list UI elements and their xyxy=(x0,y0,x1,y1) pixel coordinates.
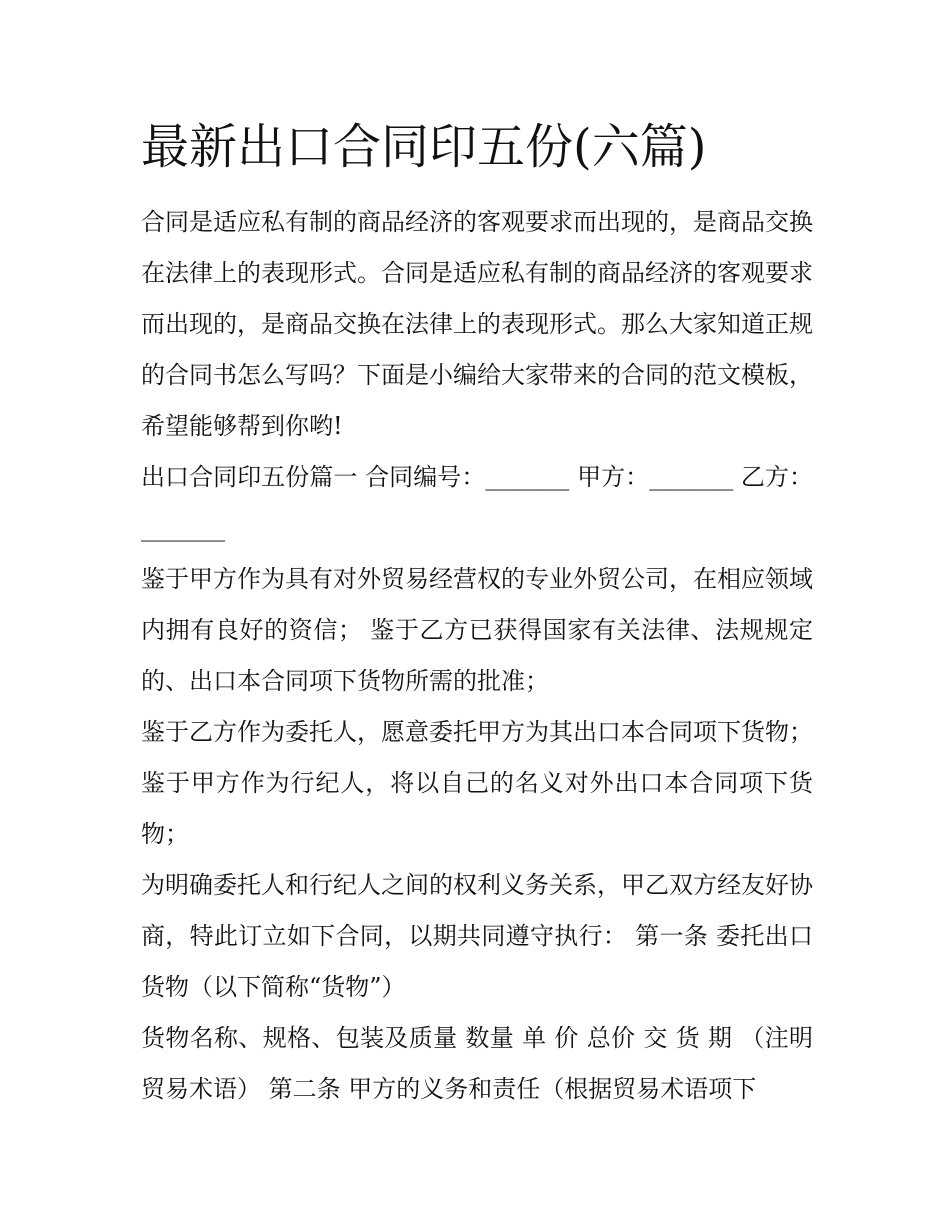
intro-paragraph: 合同是适应私有制的商品经济的客观要求而出现的，是商品交换在法律上的表现形式。合同是适应私有制的商品经济的客观要求而出现的，是商品交换在法律上的表现形式。那么大家知道正规的合同书怎么写吗？下面是小编给大家带来的合同的范文模板，希望能够帮到你哟! xyxy=(141,208,813,440)
goods-paragraph: 货物名称、规格、包装及质量 数量 单 价 总价 交 货 期 （注明贸易术语） 第二条 甲方的义务和责任（根据贸易术语项下 xyxy=(141,1024,813,1103)
document-title: 最新出口合同印五份(六篇) xyxy=(141,119,707,175)
recital-party-a-paragraph: 鉴于甲方作为具有对外贸易经营权的专业外贸公司，在相应领域内拥有良好的资信； 鉴于乙方已获得国家有关法律、法规规定的、出口本合同项下货物所需的批准； xyxy=(141,565,813,695)
purpose-paragraph: 为明确委托人和行纪人之间的权利义务关系，甲乙双方经友好协商，特此订立如下合同，以期共同遵守执行： 第一条 委托出口货物（以下简称“货物”） xyxy=(141,871,813,1001)
recital-party-b-paragraph: 鉴于乙方作为委托人，愿意委托甲方为其出口本合同项下货物； 鉴于甲方作为行纪人，将以自己的名义对外出口本合同项下货物； xyxy=(141,718,813,848)
contract-header-paragraph: 出口合同印五份篇一 合同编号：_______ 甲方：_______ 乙方：_______ xyxy=(141,463,813,542)
document-body xyxy=(141,197,813,1115)
